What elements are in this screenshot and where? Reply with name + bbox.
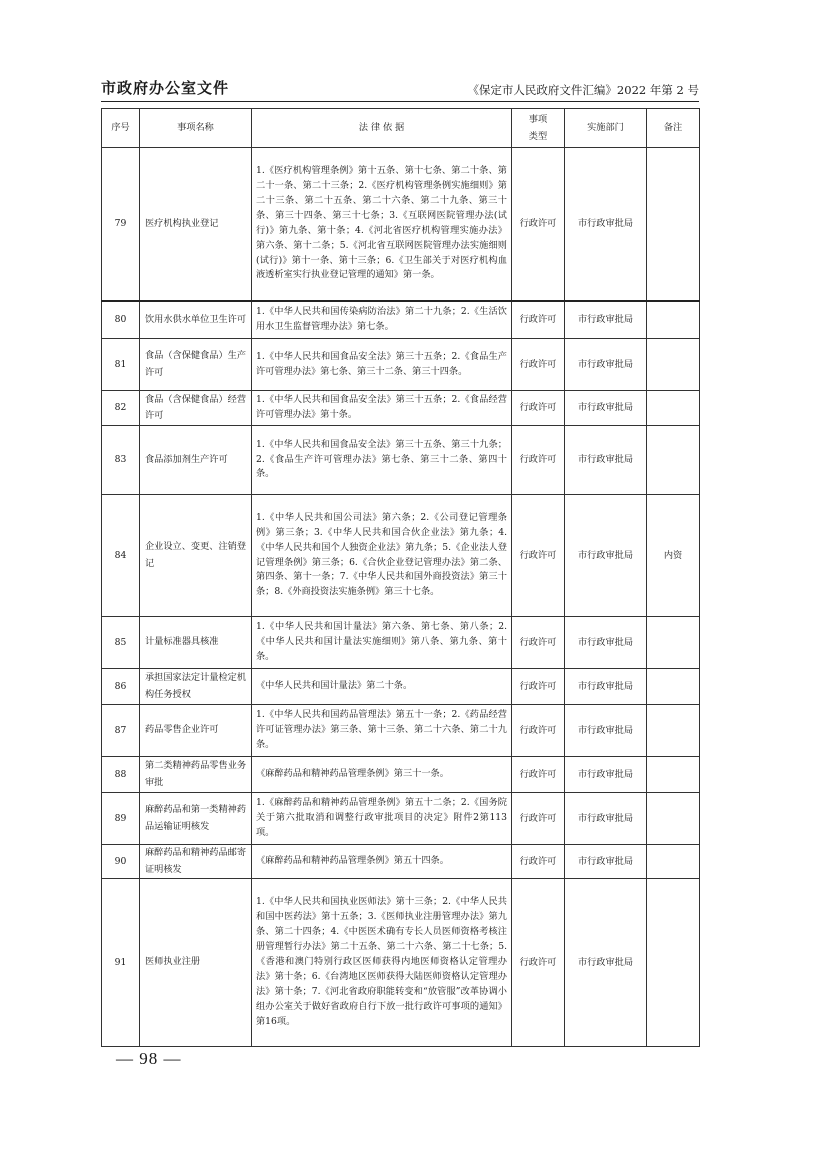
row-name: 计量标准器具核准 [140, 617, 252, 669]
row-dept: 市行政审批局 [565, 793, 647, 845]
row-type: 行政许可 [512, 495, 565, 617]
row-note [647, 617, 700, 669]
table-row [102, 845, 700, 879]
row-seq: 80 [102, 301, 140, 339]
table-row [102, 495, 700, 617]
row-dept: 市行政审批局 [565, 426, 647, 495]
row-basis: 1.《中华人民共和国传染病防治法》第二十九条；2.《生活饮用水卫生监督管理办法》第七条。 [252, 301, 512, 339]
row-basis: 《中华人民共和国计量法》第二十条。 [252, 669, 512, 705]
col-header-dept: 实施部门 [565, 109, 647, 148]
row-seq: 85 [102, 617, 140, 669]
row-dept: 市行政审批局 [565, 391, 647, 426]
row-dept: 市行政审批局 [565, 669, 647, 705]
row-seq: 83 [102, 426, 140, 495]
row-type: 行政许可 [512, 757, 565, 793]
row-seq: 90 [102, 845, 140, 879]
row-note [647, 426, 700, 495]
table-row [102, 669, 700, 705]
row-name: 医疗机构执业登记 [140, 148, 252, 301]
row-type: 行政许可 [512, 705, 565, 757]
row-dept: 市行政审批局 [565, 705, 647, 757]
row-seq: 82 [102, 391, 140, 426]
row-note [647, 793, 700, 845]
header-right-title: 《保定市人民政府文件汇编》2022 年第 2 号 [467, 83, 699, 97]
row-basis: 《麻醉药品和精神药品管理条例》第五十四条。 [252, 845, 512, 879]
col-header-basis: 法 律 依 据 [252, 109, 512, 148]
page-header [101, 78, 699, 100]
row-dept: 市行政审批局 [565, 301, 647, 339]
col-header-name: 事项名称 [140, 109, 252, 148]
row-basis: 1.《中华人民共和国计量法》第六条、第七条、第八条；2.《中华人民共和国计量法实施细则》第八条、第九条、第十条。 [252, 617, 512, 669]
table-row [102, 793, 700, 845]
row-type: 行政许可 [512, 879, 565, 1047]
row-type: 行政许可 [512, 617, 565, 669]
row-name: 企业设立、变更、注销登记 [140, 495, 252, 617]
row-name: 麻醉药品和第一类精神药品运输证明核发 [140, 793, 252, 845]
col-header-type-text: 事项类型 [528, 113, 548, 142]
row-type: 行政许可 [512, 793, 565, 845]
row-note [647, 757, 700, 793]
row-type: 行政许可 [512, 339, 565, 391]
table-header-row [102, 109, 700, 148]
row-basis: 1.《中华人民共和国执业医师法》第十三条；2.《中华人民共和国中医药法》第十五条；3.《医师执业注册管理办法》第九条、第二十四条；4.《中医医术确有专长人员医师资格考核注册管理暂行办法》第二十五条、第二十六条、第二十七条；5.《香港和澳门特别行政区医师获得内地医师资格认定管理办法》第十条；6.《台湾地区医师获得大陆医师资格认定管理办法》第十条；7.《河北省政府职能转变和“放管服”改革协调小组办公室关于做好省政府自行下放一批行政许可事项的通知》第16项。 [252, 879, 512, 1047]
row-name: 饮用水供水单位卫生许可 [140, 301, 252, 339]
row-basis: 1.《麻醉药品和精神药品管理条例》第五十二条；2.《国务院关于第六批取消和调整行政审批项目的决定》附件2第113项。 [252, 793, 512, 845]
table-row [102, 757, 700, 793]
table-row [102, 617, 700, 669]
row-note [647, 339, 700, 391]
row-name: 麻醉药品和精神药品邮寄证明核发 [140, 845, 252, 879]
row-note [647, 669, 700, 705]
row-seq: 91 [102, 879, 140, 1047]
row-basis: 1.《中华人民共和国食品安全法》第三十五条；2.《食品生产许可管理办法》第七条、第三十二条、第三十四条。 [252, 339, 512, 391]
header-divider [101, 101, 699, 102]
row-seq: 81 [102, 339, 140, 391]
table-row [102, 879, 700, 1047]
row-type: 行政许可 [512, 845, 565, 879]
row-dept: 市行政审批局 [565, 845, 647, 879]
row-name: 药品零售企业许可 [140, 705, 252, 757]
row-name: 食品（含保健食品）经营许可 [140, 391, 252, 426]
header-left-title: 市政府办公室文件 [101, 79, 230, 97]
approval-items-table [101, 108, 700, 1047]
row-seq: 89 [102, 793, 140, 845]
table-row [102, 391, 700, 426]
col-header-seq: 序号 [102, 109, 140, 148]
row-name: 第二类精神药品零售业务审批 [140, 757, 252, 793]
row-seq: 84 [102, 495, 140, 617]
row-basis: 1.《中华人民共和国食品安全法》第三十五条、第三十九条；2.《食品生产许可管理办法》第七条、第三十二条、第四十条。 [252, 426, 512, 495]
row-seq: 88 [102, 757, 140, 793]
row-dept: 市行政审批局 [565, 495, 647, 617]
row-basis: 《麻醉药品和精神药品管理条例》第三十一条。 [252, 757, 512, 793]
row-dept: 市行政审批局 [565, 757, 647, 793]
row-type: 行政许可 [512, 148, 565, 301]
row-name: 医师执业注册 [140, 879, 252, 1047]
row-note [647, 148, 700, 301]
table-row [102, 705, 700, 757]
row-basis: 1.《中华人民共和国公司法》第六条；2.《公司登记管理条例》第三条；3.《中华人民共和国合伙企业法》第九条；4.《中华人民共和国个人独资企业法》第九条；5.《企业法人登记管理条例》第三条；6.《合伙企业登记管理办法》第二条、第四条、第十一条；7.《中华人民共和国外商投资法》第三十条；8.《外商投资法实施条例》第三十七条。 [252, 495, 512, 617]
row-note [647, 705, 700, 757]
col-header-note: 备注 [647, 109, 700, 148]
row-note: 内资 [647, 495, 700, 617]
row-type: 行政许可 [512, 301, 565, 339]
table-row [102, 301, 700, 339]
row-dept: 市行政审批局 [565, 879, 647, 1047]
row-basis: 1.《中华人民共和国药品管理法》第五十一条；2.《药品经营许可证管理办法》第三条、第十三条、第二十六条、第二十九条。 [252, 705, 512, 757]
row-basis: 1.《中华人民共和国食品安全法》第三十五条；2.《食品经营许可管理办法》第十条。 [252, 391, 512, 426]
row-type: 行政许可 [512, 426, 565, 495]
row-note [647, 879, 700, 1047]
col-header-type [512, 109, 565, 148]
row-basis: 1.《医疗机构管理条例》第十五条、第十七条、第二十条、第二十一条、第二十三条；2.《医疗机构管理条例实施细则》第二十三条、第二十五条、第二十六条、第二十九条、第三十条、第三十四条、第三十七条；3.《互联网医院管理办法(试行)》第九条、第十条；4.《河北省医疗机构管理实施办法》第六条、第十二条；5.《河北省互联网医院管理办法实施细则(试行)》第十一条、第十三条；6.《卫生部关于对医疗机构血液透析室实行执业登记管理的通知》第一条。 [252, 148, 512, 301]
row-dept: 市行政审批局 [565, 617, 647, 669]
row-dept: 市行政审批局 [565, 148, 647, 301]
row-seq: 79 [102, 148, 140, 301]
row-seq: 86 [102, 669, 140, 705]
row-type: 行政许可 [512, 669, 565, 705]
row-dept: 市行政审批局 [565, 339, 647, 391]
table-row [102, 426, 700, 495]
page-number: — 98 — [116, 1049, 182, 1068]
row-note [647, 845, 700, 879]
row-note [647, 301, 700, 339]
row-name: 食品添加剂生产许可 [140, 426, 252, 495]
row-note [647, 391, 700, 426]
table-row [102, 148, 700, 301]
row-seq: 87 [102, 705, 140, 757]
row-name: 食品（含保健食品）生产许可 [140, 339, 252, 391]
row-type: 行政许可 [512, 391, 565, 426]
row-name: 承担国家法定计量检定机构任务授权 [140, 669, 252, 705]
table-row [102, 339, 700, 391]
